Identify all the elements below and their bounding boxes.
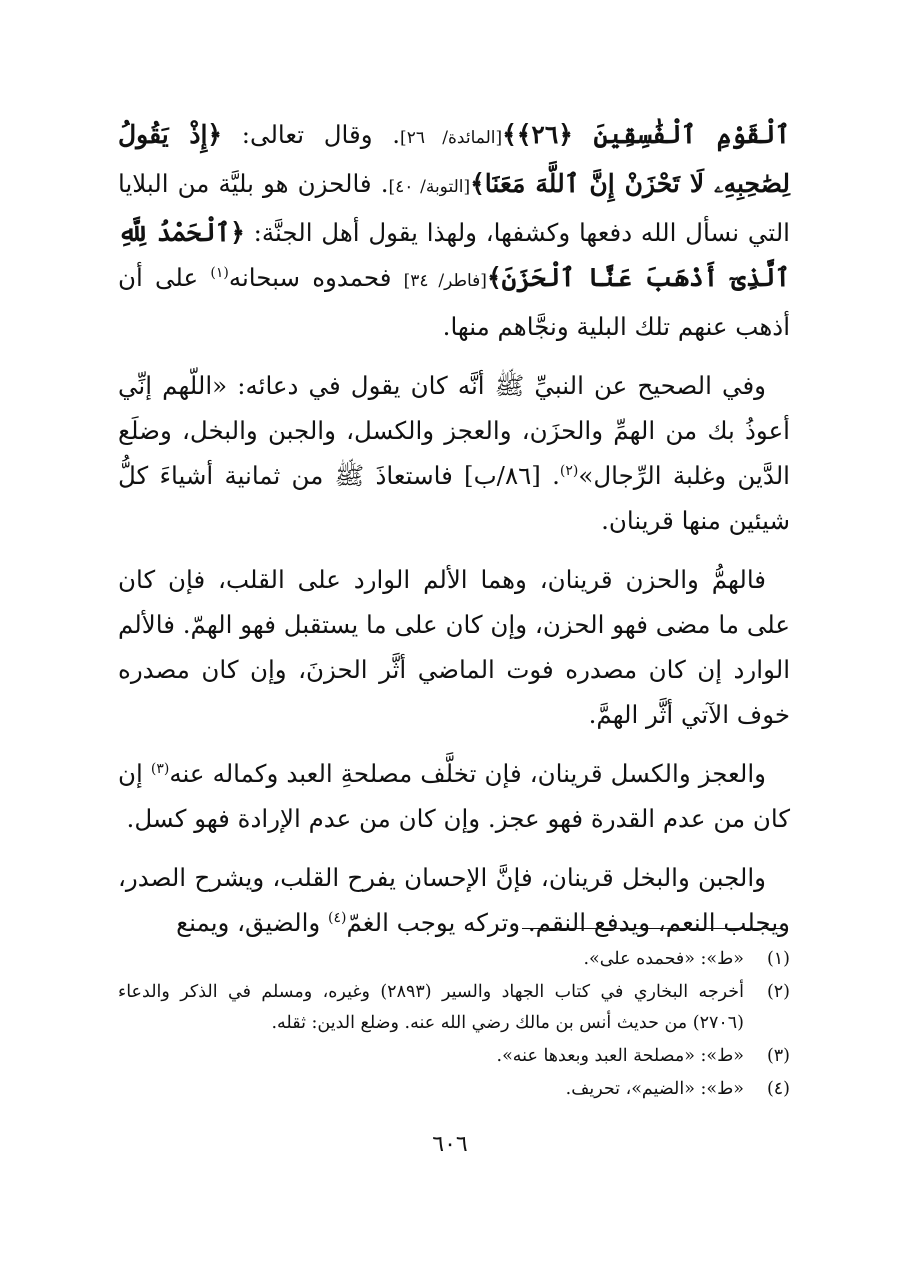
quran-quote: ﴿ٱلْحَمْدُ لِلَّهِ ٱلَّذِىٓ أَذْهَبَ عَنَّا ٱلْحَزَنَ﴾ xyxy=(118,218,790,292)
paragraph-worry-grief: فالهمُّ والحزن قرينان، وهما الألم الوارد على القلب، فإن كان على ما مضى فهو الحزن، وإن كان على ما يستقبل فهو الهمّ. فالألم الوارد إن كان مصدره فوت الماضي أثَّر الحزنَ، وإن كان مصدره خوف الآتي أثَّر الهمَّ. xyxy=(118,565,790,729)
body-text: والعجز والكسل قرينان، فإن تخلَّف مصلحةِ العبد وكماله عنه xyxy=(169,759,766,788)
body-text: إن كان من عدم القدرة فهو عجز. وإن كان من عدم الإرادة فهو كسل. xyxy=(118,759,790,833)
body-text: . وقال تعالى: xyxy=(241,120,401,149)
body-text: وفي الصحيح عن النبيِّ ﷺ أنَّه كان يقول في دعائه: «اللّهم إنِّي أعوذُ بك من الهمِّ والحزَن، والعجز والكسل، والجبن والبخل، وضلَع الدَّين وغلبة الرِّجال» xyxy=(118,371,790,490)
quran-quote: ﴿إِذْ يَقُولُ لِصَٰحِبِهِۦ لَا تَحْزَنْ إِنَّ ٱللَّهَ مَعَنَا﴾ xyxy=(118,120,790,198)
body-text: على أن أذهب عنهم تلك البلية ونجَّاهم منها. xyxy=(118,263,790,341)
footnote-item xyxy=(118,944,790,975)
body-text: والجبن والبخل قرينان، فإنَّ الإحسان يفرح القلب، ويشرح الصدر، ويجلب النعم، ويدفع النقم. وتركه يوجب الغمّ xyxy=(118,863,790,937)
footnote-text: «ط»: «فحمده على». xyxy=(583,949,744,969)
paragraph-quran-grief xyxy=(118,112,790,349)
body-text: فحمدوه سبحانه xyxy=(228,263,392,292)
footnote-number: (١) xyxy=(766,949,790,969)
footnote-marker[interactable]: (١) xyxy=(210,264,229,281)
footnote-item xyxy=(118,1074,790,1105)
footnote-number: (٣) xyxy=(766,1046,790,1066)
footnote-divider xyxy=(522,928,782,929)
quran-quote: ٱلْقَوْمِ ٱلْفَٰسِقِينَ ﴿٢٦﴾﴾ xyxy=(502,120,790,149)
surah-reference: [فاطر/ ٣٤] xyxy=(403,271,487,291)
footnote-number: (٤) xyxy=(766,1079,790,1099)
footnote-marker[interactable]: (٢) xyxy=(559,462,579,479)
footnote-text: «ط»: «الضيم»، تحريف. xyxy=(565,1079,744,1099)
footnotes xyxy=(118,944,790,1107)
body-text: والضيق، ويمنع xyxy=(176,908,321,937)
footnote-text: «ط»: «مصلحة العبد وبعدها عنه». xyxy=(496,1046,744,1066)
paragraph-cowardice-miserliness xyxy=(118,855,790,945)
body-text: . [٨٦/ب] فاستعاذَ ﷺ من ثمانية أشياءَ كلُّ شيئين منها قرينان. xyxy=(118,461,790,535)
footnote-item xyxy=(118,977,790,1039)
paragraph-weakness-laziness xyxy=(118,751,790,841)
footnote-number: (٢) xyxy=(766,982,790,1002)
page-number: ٦٠٦ xyxy=(432,1132,468,1157)
footnote-text: أخرجه البخاري في كتاب الجهاد والسير (٢٨٩٣) وغيره، ومسلم في الذكر والدعاء (٢٧٠٦) من حديث أنس بن مالك رضي الله عنه. وضلع الدين: ثقله. xyxy=(118,982,744,1033)
footnote-item xyxy=(118,1041,790,1072)
paragraph-hadith xyxy=(118,363,790,543)
surah-reference: [المائدة/ ٢٦] xyxy=(400,128,503,148)
surah-reference: [التوبة/ ٤٠] xyxy=(388,177,471,197)
footnote-marker[interactable]: (٤) xyxy=(328,909,347,926)
main-text xyxy=(118,112,790,959)
body-text: . فالحزن هو بليَّة من البلايا التي نسأل الله دفعها وكشفها، ولهذا يقول أهل الجنَّة: xyxy=(118,169,790,247)
footnote-marker[interactable]: (٣) xyxy=(150,760,170,777)
